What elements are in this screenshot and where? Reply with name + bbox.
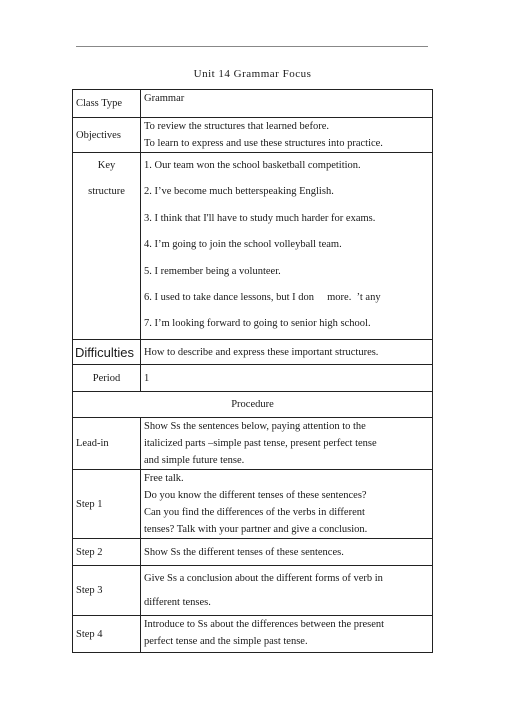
step-line: perfect tense and the simple past tense. — [144, 636, 308, 647]
step-line: Can you find the differences of the verbs in different — [144, 507, 365, 518]
step-line: italicized parts –simple past tense, present perfect tense — [144, 438, 377, 449]
difficulties-value: How to describe and express these important structures. — [141, 340, 433, 365]
procedure-heading-row — [73, 392, 433, 418]
step-line: different tenses. — [144, 596, 211, 608]
difficulties-label: Difficulties — [73, 340, 141, 365]
step-2-row — [73, 539, 433, 566]
difficulties-row — [73, 340, 433, 365]
structure-item: 6. I used to take dance lessons, but I don more. ’t any — [144, 291, 381, 303]
class-type-row — [73, 90, 433, 118]
structure-item: 3. I think that I'll have to study much harder for exams. — [144, 212, 376, 224]
step-4-row — [73, 616, 433, 653]
step-1-row — [73, 470, 433, 539]
step-line: Free talk. — [144, 473, 184, 484]
step-content — [141, 539, 433, 566]
objective-line: To learn to express and use these structures into practice. — [144, 138, 383, 149]
step-label: Step 4 — [73, 616, 141, 653]
step-content — [141, 470, 433, 539]
step-line: Do you know the different tenses of these sentences? — [144, 490, 367, 501]
lead-in-row — [73, 418, 433, 470]
procedure-heading: Procedure — [73, 392, 433, 418]
objectives-label: Objectives — [73, 118, 141, 153]
lesson-plan-table — [72, 89, 433, 653]
step-line: Introduce to Ss about the differences between the present — [144, 619, 385, 630]
structure-item: 2. I’ve become much betterspeaking English. — [144, 186, 334, 198]
key-structure-list — [141, 153, 433, 340]
key-structure-label — [73, 153, 141, 340]
key-structure-label-line1: Key — [97, 160, 116, 171]
structure-item: 1. Our team won the school basketball competition. — [144, 160, 361, 171]
step-content — [141, 616, 433, 653]
step-line: and simple future tense. — [144, 455, 245, 466]
step-label: Lead-in — [73, 418, 141, 470]
period-value: 1 — [141, 365, 433, 392]
step-label: Step 3 — [73, 566, 141, 616]
objective-line: To review the structures that learned before. — [144, 121, 329, 132]
step-label: Step 1 — [73, 470, 141, 539]
step-content — [141, 566, 433, 616]
objectives-row — [73, 118, 433, 153]
step-3-row — [73, 566, 433, 616]
step-line: Show Ss the different tenses of these sentences. — [144, 546, 344, 558]
structure-item: 7. I’m looking forward to going to senior high school. — [144, 318, 371, 330]
period-row — [73, 365, 433, 392]
structure-item: 5. I remember being a volunteer. — [144, 265, 281, 277]
step-line: Give Ss a conclusion about the different forms of verb in — [144, 572, 383, 584]
step-line: Show Ss the sentences below, paying attention to the — [144, 421, 366, 432]
key-structure-row — [73, 153, 433, 340]
key-structure-label-line2: structure — [88, 186, 125, 198]
class-type-value: Grammar — [141, 90, 433, 118]
header-rule — [76, 46, 428, 47]
page-title: Unit 14 Grammar Focus — [193, 68, 312, 80]
period-label: Period — [73, 365, 141, 392]
step-label: Step 2 — [73, 539, 141, 566]
class-type-label: Class Type — [73, 90, 141, 118]
structure-item: 4. I’m going to join the school volleyball team. — [144, 239, 342, 251]
step-content — [141, 418, 433, 470]
step-line: tenses? Talk with your partner and give a conclusion. — [144, 524, 368, 535]
objectives-cell — [141, 118, 433, 153]
